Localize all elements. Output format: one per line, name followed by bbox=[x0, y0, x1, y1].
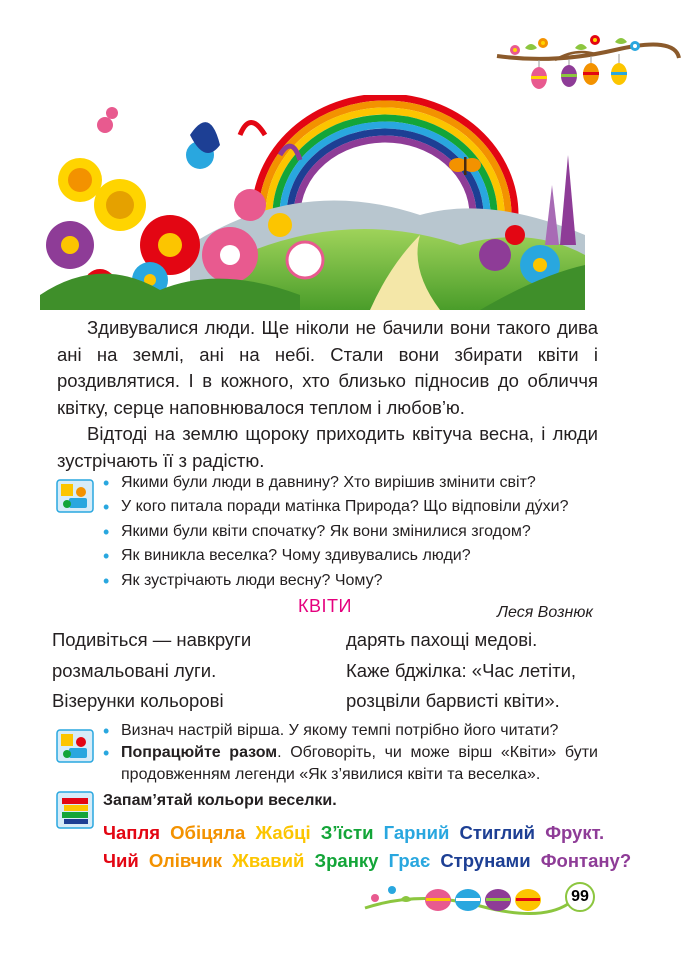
task-text: . Обговоріть, чи може вірш «Квіти» бути продовженням легенди «Як з’явилися квіти та веселка». bbox=[121, 744, 598, 783]
poem-line: дарять пахощі медові. bbox=[346, 629, 538, 650]
rainbow-word: Зранку bbox=[314, 850, 379, 871]
easter-eggs-decoration bbox=[360, 870, 570, 920]
rainbow-word: Олівчик bbox=[148, 850, 222, 871]
poem-line: Візерунки кольорові bbox=[52, 690, 224, 711]
rainbow-word: Обіцяла bbox=[170, 822, 246, 843]
books-icon bbox=[55, 790, 95, 830]
branch-eggs-decoration bbox=[495, 28, 681, 98]
story-paragraph-2: Відтоді на землю щороку приходить квітуча весна, і люди зустрічають її з радістю. bbox=[57, 423, 598, 471]
rainbow-word: З’їсти bbox=[320, 822, 374, 843]
story-paragraph-1: Здивувалися люди. Ще ніколи не бачили вони такого дива ані на землі, ані на небі. Стали вони збирати квіти і роздивлятися. І в кожного, хто близько підносив до обличчя квітку, серце наповнювалося теплом і любов’ю. bbox=[57, 317, 598, 418]
question-item: • Якими були люди в давнину? Хто вирішив змінити світ? bbox=[103, 471, 598, 495]
rainbow-word: Фрукт. bbox=[545, 822, 605, 843]
poem-line: Каже бджілка: «Час летіти, bbox=[346, 660, 577, 681]
tasks-list bbox=[103, 720, 598, 786]
questions-icon bbox=[55, 476, 95, 516]
rainbow-word: Струнами bbox=[440, 850, 531, 871]
rainbow-word: Грає bbox=[388, 850, 431, 871]
rainbow-word: Гарний bbox=[383, 822, 450, 843]
rainbow-mnemonic-line-2 bbox=[103, 850, 636, 872]
rainbow-word: Фонтану? bbox=[540, 850, 632, 871]
rainbow-word: Чапля bbox=[103, 822, 161, 843]
rainbow-word: Жвавий bbox=[232, 850, 305, 871]
rainbow-word: Жабці bbox=[255, 822, 311, 843]
rainbow-mnemonic-line-1 bbox=[103, 822, 609, 844]
story-text bbox=[57, 315, 598, 474]
spring-meadow-illustration bbox=[40, 95, 585, 310]
question-item: • Як зустрічають люди весну? Чому? bbox=[103, 569, 598, 593]
remember-title: Запам’ятай кольори веселки. bbox=[103, 792, 337, 809]
task-item-discuss bbox=[103, 742, 598, 786]
poem-line: розцвіли барвисті квіти». bbox=[346, 690, 560, 711]
poem-author: Леся Вознюк bbox=[497, 604, 593, 621]
poem-line: Подивіться — навкруги bbox=[52, 629, 252, 650]
question-item: • Як виникла веселка? Чому здивувались люди? bbox=[103, 544, 598, 568]
questions-list bbox=[103, 471, 598, 593]
task-text: Визнач настрій вірша. У якому темпі потрібно його читати? bbox=[121, 722, 559, 739]
tasks-icon bbox=[55, 726, 95, 766]
task-item-mood bbox=[103, 720, 598, 742]
task-bold-text: Попрацюйте разом bbox=[121, 744, 278, 761]
poem-title: КВІТИ bbox=[298, 596, 352, 616]
question-item: • Якими були квіти спочатку? Як вони змінилися згодом? bbox=[103, 520, 598, 544]
question-item: • У кого питала поради матінка Природа? Що відповіли ду́хи? bbox=[103, 495, 598, 519]
page-number: 99 bbox=[565, 882, 595, 912]
poem-line: розмальовані луги. bbox=[52, 660, 217, 681]
rainbow-word: Чий bbox=[103, 850, 139, 871]
rainbow-word: Стиглий bbox=[459, 822, 536, 843]
